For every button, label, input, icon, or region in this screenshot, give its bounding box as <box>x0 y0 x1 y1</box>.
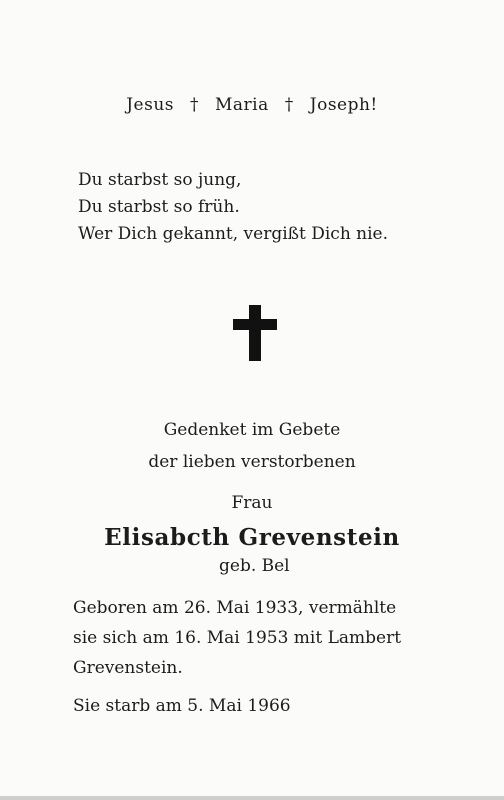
verse-line: Du starbst so früh. <box>78 197 240 217</box>
card-bottom-edge <box>0 796 504 800</box>
invocation-joseph: Joseph! <box>309 95 378 115</box>
memorial-verse <box>78 167 388 248</box>
verse-line: Wer Dich gekannt, vergißt Dich nie. <box>78 224 389 244</box>
cross-horizontal-bar <box>233 319 277 330</box>
invocation-jesus: Jesus <box>126 95 175 115</box>
biography <box>73 593 401 683</box>
death-date-line: Sie starb am 5. Mai 1966 <box>73 696 291 716</box>
verse-line: Du starbst so jung, <box>78 170 242 190</box>
deceased-name: Elisabcth Grevenstein <box>104 524 400 551</box>
remembrance-line: Gedenket im Gebete <box>163 420 341 440</box>
cross-glyph-icon: † <box>284 95 294 115</box>
biography-line: Geboren am 26. Mai 1933, vermählte <box>73 598 397 618</box>
invocation-maria: Maria <box>215 95 269 115</box>
invocation-line <box>0 95 504 115</box>
maiden-name: geb. Bel <box>219 556 290 576</box>
cross-glyph-icon: † <box>190 95 200 115</box>
latin-cross-icon <box>233 305 277 361</box>
salutation: Frau <box>231 493 273 513</box>
biography-line: sie sich am 16. Mai 1953 mit Lambert <box>73 628 402 648</box>
biography-line: Grevenstein. <box>73 658 183 678</box>
cross-vertical-bar <box>249 305 261 361</box>
remembrance-line: der lieben verstorbenen <box>148 452 356 472</box>
